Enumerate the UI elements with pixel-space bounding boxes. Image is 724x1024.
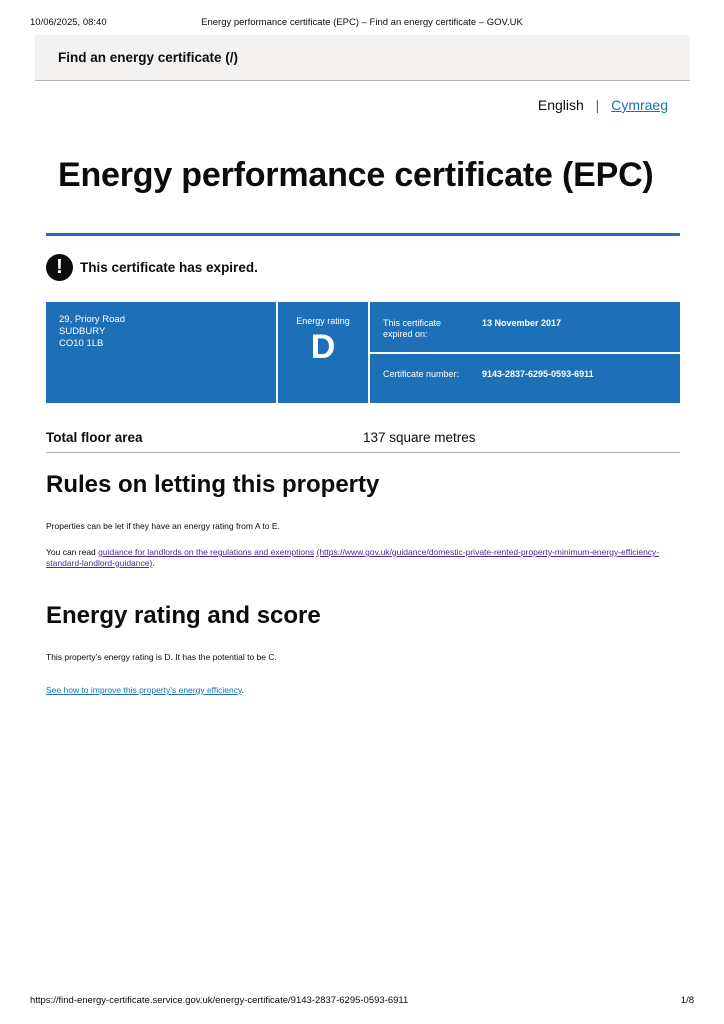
improve-paragraph <box>46 685 680 696</box>
print-document-title: Energy performance certificate (EPC) – Find an energy certificate – GOV.UK <box>201 17 523 28</box>
language-separator: | <box>595 97 600 113</box>
certificate-number-label: Certificate number: <box>383 369 460 379</box>
improve-efficiency-link[interactable]: See how to improve this property’s energy efficiency <box>46 685 242 695</box>
landlord-guidance-paragraph <box>46 547 680 569</box>
floor-area-label: Total floor area <box>46 430 143 445</box>
service-name-link[interactable]: Find an energy certificate (/) <box>58 50 239 65</box>
landlord-guidance-link[interactable]: guidance for landlords on the regulations and exemptions <box>98 547 315 557</box>
letting-rules-heading: Rules on letting this property <box>46 471 380 498</box>
expired-warning <box>46 233 680 279</box>
landlord-guidance-url[interactable]: (https://www.gov.uk/guidance/domestic-private-rented-property-minimum-energy-efficiency-standard-landlord-guidance) <box>46 547 660 568</box>
guidance-prefix: You can read <box>46 547 99 557</box>
language-english: English <box>537 97 584 113</box>
improve-suffix: . <box>241 685 244 695</box>
service-header <box>35 35 690 81</box>
expiry-label: This certificate expired on: <box>383 318 442 339</box>
floor-area-value: 137 square metres <box>363 430 476 445</box>
language-switcher <box>538 97 668 113</box>
energy-rating-label: Energy rating <box>296 316 350 326</box>
print-page-number: 1/8 <box>680 995 694 1006</box>
page-title: Energy performance certificate (EPC) <box>58 156 654 194</box>
expired-warning-text: This certificate has expired. <box>80 260 258 275</box>
certificate-number: 9143-2837-6295-0593-6911 <box>482 369 594 379</box>
energy-rating-letter: D <box>310 328 336 366</box>
print-datetime: 10/06/2025, 08:40 <box>30 17 107 28</box>
print-header <box>30 17 694 31</box>
rating-score-text: This property’s energy rating is D. It has the potential to be C. <box>46 652 277 662</box>
floor-area-row <box>46 427 680 453</box>
guidance-suffix: . <box>152 558 155 568</box>
divider <box>370 352 680 354</box>
property-address <box>59 314 125 350</box>
print-url: https://find-energy-certificate.service.gov.uk/energy-certificate/9143-2837-6295-0593-6911 <box>30 995 409 1006</box>
epc-summary-panel <box>46 302 680 403</box>
letting-rules-text: Properties can be let if they have an energy rating from A to E. <box>46 521 280 531</box>
expiry-date: 13 November 2017 <box>482 318 562 328</box>
address-postcode: CO10 1LB <box>59 338 104 349</box>
language-cymraeg-link[interactable]: Cymraeg <box>611 97 668 113</box>
address-line: 29, Priory Road <box>59 314 126 325</box>
address-line: SUDBURY <box>59 326 106 337</box>
rating-score-heading: Energy rating and score <box>46 602 321 629</box>
exclamation-icon: ! <box>46 254 73 281</box>
